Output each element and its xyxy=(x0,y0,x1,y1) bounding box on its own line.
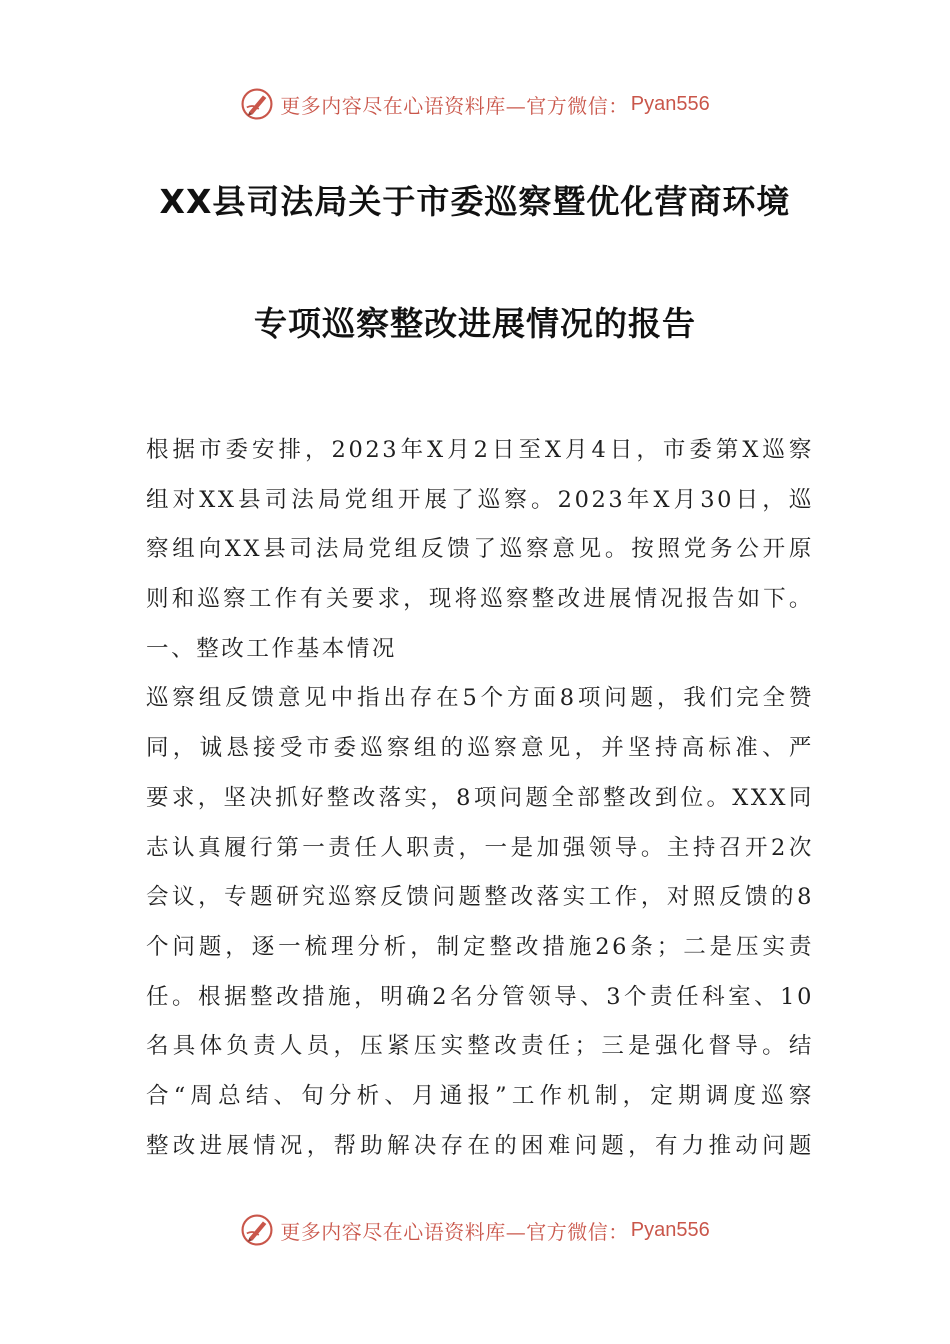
watermark-text: 更多内容尽在心语资料库—官方微信： xyxy=(280,93,629,118)
body-line: 则和巡察工作有关要求，现将巡察整改进展情况报告如下。 xyxy=(146,586,814,613)
body-line: 组对XX县司法局党组开展了巡察。2023年X月30日，巡 xyxy=(146,486,814,513)
watermark-text: 更多内容尽在心语资料库—官方微信： xyxy=(280,1219,629,1244)
pen-logo-icon xyxy=(240,87,274,121)
body-line: 任。根据整改措施，明确2名分管领导、3个责任科室、10 xyxy=(146,983,814,1010)
pen-logo-icon xyxy=(240,1213,274,1247)
body-line: 察组向XX县司法局党组反馈了巡察意见。按照党务公开原 xyxy=(146,536,814,563)
body-line: 个问题，逐一梳理分析，制定整改措施26条；二是压实责 xyxy=(146,933,814,960)
body-line: 合“周总结、旬分析、月通报”工作机制，定期调度巡察 xyxy=(146,1082,814,1109)
body-line: 名具体负责人员，压紧压实整改责任；三是强化督导。结 xyxy=(146,1033,814,1060)
document-body xyxy=(146,426,814,1171)
watermark-wechat-id: Pyan556 xyxy=(630,92,710,115)
document-title-line-2: 专项巡察整改进展情况的报告 xyxy=(254,304,696,343)
body-line: 要求，坚决抓好整改落实，8项问题全部整改到位。XXX同 xyxy=(146,784,814,811)
body-line: 志认真履行第一责任人职责，一是加强领导。主持召开2次 xyxy=(146,834,814,861)
header-watermark xyxy=(0,86,950,122)
footer-watermark xyxy=(0,1212,950,1248)
body-line: 会议，专题研究巡察反馈问题整改落实工作，对照反馈的8 xyxy=(146,884,814,911)
body-line: 巡察组反馈意见中指出存在5个方面8项问题，我们完全赞 xyxy=(146,685,814,712)
document-title-line-1: XX县司法局关于市委巡察暨优化营商环境 xyxy=(159,182,791,221)
body-line: 根据市委安排，2023年X月2日至X月4日，市委第X巡察 xyxy=(146,437,814,463)
body-line: 整改进展情况，帮助解决存在的困难问题，有力推动问题 xyxy=(146,1132,814,1159)
watermark-wechat-id: Pyan556 xyxy=(630,1218,710,1241)
body-line: 同，诚恳接受市委巡察组的巡察意见，并坚持高标准、严 xyxy=(146,735,814,762)
section-heading: 一、整改工作基本情况 xyxy=(146,635,398,662)
